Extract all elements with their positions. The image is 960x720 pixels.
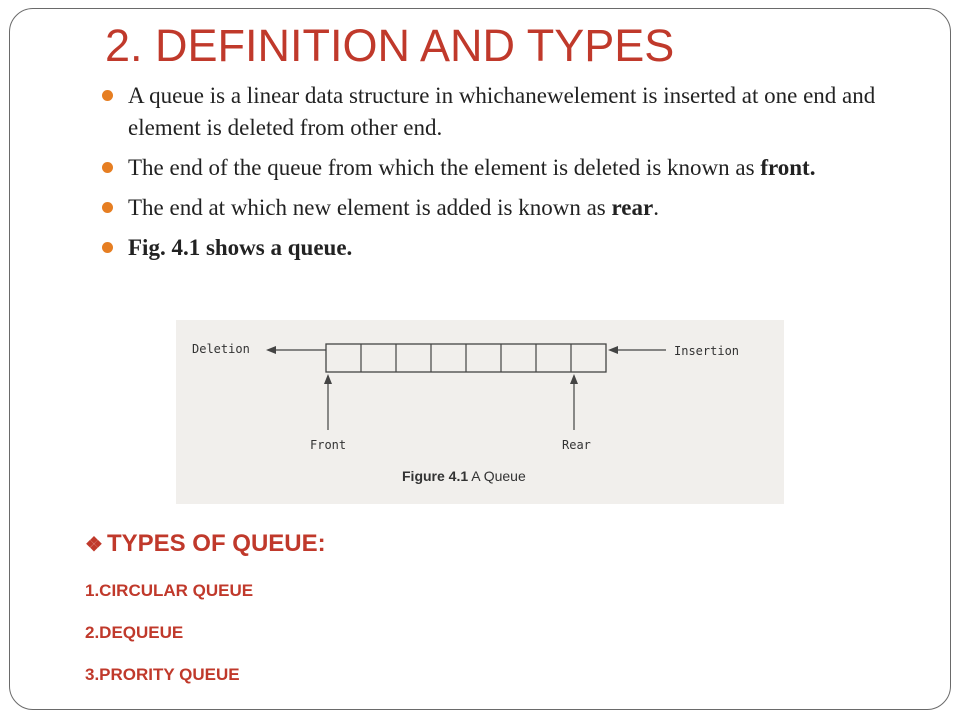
queue-figure (176, 320, 784, 504)
deletion-arrowhead-icon (266, 346, 276, 354)
deletion-label: Deletion (192, 342, 250, 356)
bullet-text: A queue is a linear data structure in whichanewelement is inserted at one end and element is deleted from other end. (128, 83, 876, 140)
bullet-text: The end of the queue from which the element is deleted is known as (128, 155, 761, 180)
bullet-definition (100, 80, 900, 144)
figure-caption (402, 468, 526, 484)
bullet-keyword-front: front. (760, 155, 816, 180)
rear-arrowhead-icon (570, 374, 578, 384)
rear-label: Rear (562, 438, 591, 452)
bullet-text: The end at which new element is added is known as (128, 195, 612, 220)
front-label: Front (310, 438, 347, 452)
insertion-arrowhead-icon (608, 346, 618, 354)
bullet-dot-icon (102, 90, 113, 101)
type-item-dequeue: 2.DEQUEUE (85, 623, 184, 642)
insertion-label: Insertion (674, 344, 740, 358)
slide-title: 2. DEFINITION AND TYPES (105, 20, 675, 71)
queue-cells (361, 344, 571, 372)
figure-caption-text: A Queue (468, 468, 526, 484)
bullet-dot-icon (102, 202, 113, 213)
type-item-priority: 3.PRORITY QUEUE (85, 665, 240, 684)
definition-bullets (100, 80, 900, 272)
types-heading-text: TYPES OF QUEUE: (106, 530, 326, 557)
bullet-rear (100, 192, 900, 224)
bullet-dot-icon (102, 162, 113, 173)
type-item-circular: 1.CIRCULAR QUEUE (85, 581, 254, 600)
front-arrowhead-icon (324, 374, 332, 384)
bullet-period: . (653, 195, 659, 220)
types-heading (85, 530, 326, 558)
bullet-keyword-rear: rear (611, 195, 654, 220)
bullet-figure-ref (100, 232, 900, 264)
bullet-front (100, 152, 900, 184)
bullet-text: Fig. 4.1 shows a queue. (128, 235, 353, 260)
diamond-bullet-icon: ❖ (85, 534, 103, 556)
types-list (85, 580, 253, 706)
figure-caption-number: Figure 4.1 (402, 468, 469, 484)
bullet-dot-icon (102, 242, 113, 253)
